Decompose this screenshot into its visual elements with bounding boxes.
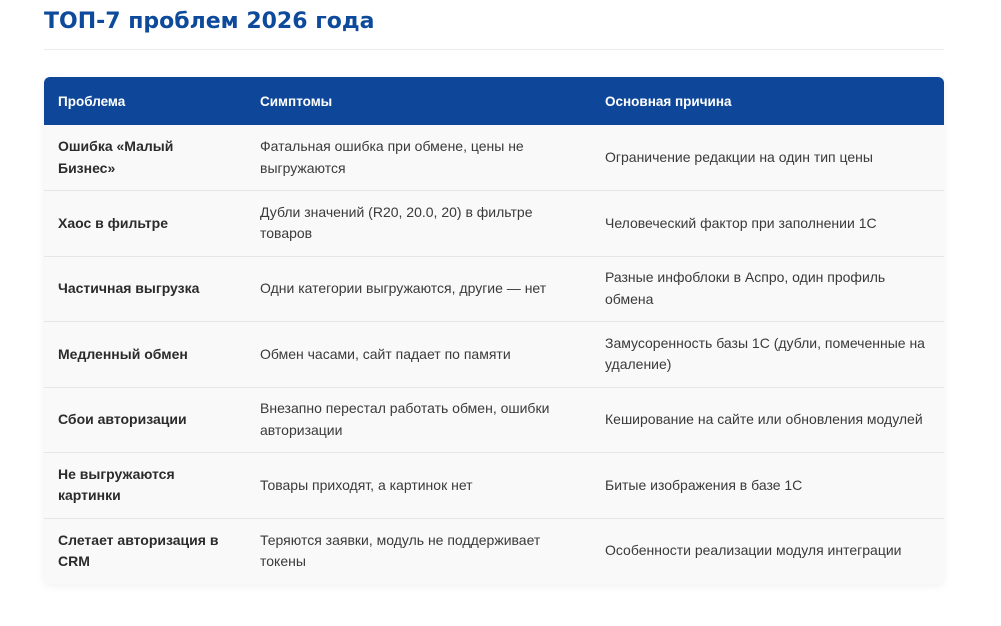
table-row — [44, 125, 944, 191]
table-row — [44, 453, 944, 519]
cause-cell: Разные инфоблоки в Аспро, один профиль обмена — [605, 269, 886, 307]
problems-table-grid — [44, 77, 944, 584]
table-row — [44, 387, 944, 453]
cause-cell: Особенности реализации модуля интеграции — [605, 542, 902, 559]
symptoms-cell: Одни категории выгружаются, другие — нет — [260, 280, 547, 296]
column-header-symptoms: Симптомы — [260, 93, 333, 109]
table-header-row — [44, 77, 944, 125]
problem-cell: Частичная выгрузка — [58, 280, 200, 296]
column-header-problem: Проблема — [58, 93, 126, 109]
problems-table — [44, 77, 944, 584]
page-title: ТОП-7 проблем 2026 года — [44, 9, 375, 34]
problem-cell: Хаос в фильтре — [58, 214, 168, 231]
cause-cell: Человеческий фактор при заполнении 1С — [605, 214, 877, 231]
symptoms-cell: Внезапно перестал работать обмен, ошибки авторизации — [260, 400, 550, 438]
problem-cell: Слетает авторизация в CRM — [58, 531, 219, 569]
problem-cell: Ошибка «Малый Бизнес» — [58, 138, 174, 176]
cause-cell: Битые изображения в базе 1С — [605, 476, 803, 493]
cause-cell: Замусоренность базы 1С (дубли, помеченные на удаление) — [605, 334, 925, 373]
symptoms-cell: Товары приходят, а картинок нет — [260, 476, 473, 493]
problem-cell: Медленный обмен — [58, 345, 188, 362]
symptoms-cell: Теряются заявки, модуль не поддерживает токены — [260, 531, 541, 569]
table-body — [44, 125, 944, 584]
symptoms-cell: Обмен часами, сайт падает по памяти — [260, 345, 511, 362]
symptoms-cell: Дубли значений (R20, 20.0, 20) в фильтре товаров — [260, 203, 533, 242]
column-header-cause: Основная причина — [605, 93, 732, 109]
table-row — [44, 518, 944, 584]
table-row — [44, 322, 944, 388]
cause-cell: Ограничение редакции на один тип цены — [605, 148, 873, 165]
problem-cell: Не выгружаются картинки — [58, 465, 175, 504]
table-row — [44, 256, 944, 322]
title-divider — [44, 49, 944, 50]
symptoms-cell: Фатальная ошибка при обмене, цены не выгружаются — [260, 138, 524, 176]
table-row — [44, 191, 944, 257]
table-header — [44, 77, 944, 125]
problem-cell: Сбои авторизации — [58, 411, 187, 427]
cause-cell: Кеширование на сайте или обновления модулей — [605, 411, 923, 427]
